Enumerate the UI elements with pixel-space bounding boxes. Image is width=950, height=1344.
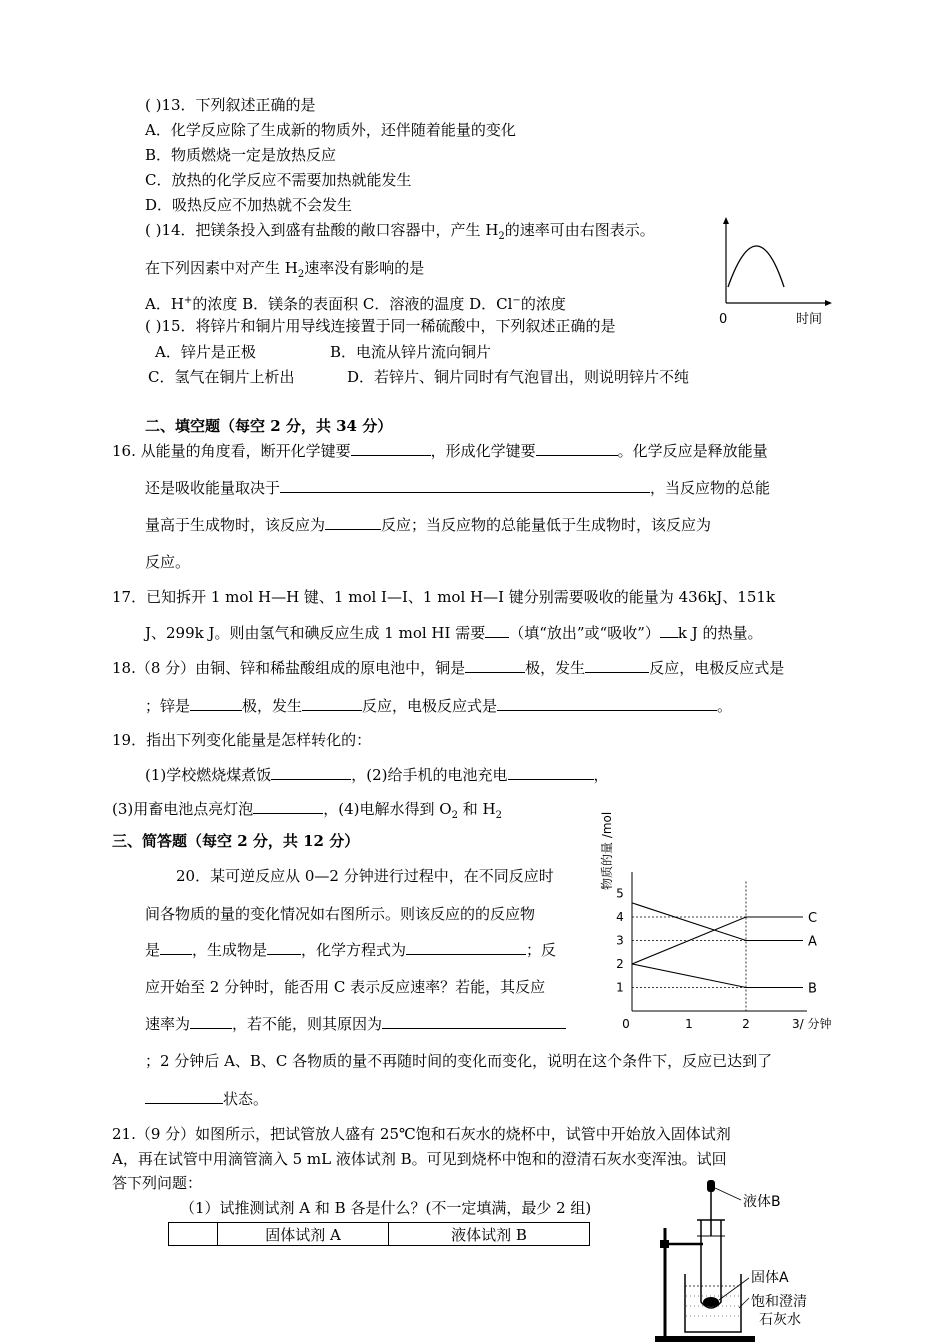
label-limewater-1: 饱和澄清 xyxy=(751,1294,807,1310)
label-solid-a: 固体A xyxy=(751,1270,789,1286)
q21-sub1: （1）试推测试剂 A 和 B 各是什么？(不一定填满，最少 2 组) xyxy=(180,1199,592,1217)
q16-blank-2[interactable] xyxy=(536,441,618,456)
q20-blank-5[interactable] xyxy=(382,1014,566,1029)
q14-stem: ( )14．把镁条投入到盛有盐酸的敞口容器中，产生 $H_2$的速率可由右图表示。 xyxy=(145,221,655,242)
q13-stem: ( )13．下列叙述正确的是 xyxy=(145,96,316,114)
q15-option-b: B．电流从锌片流向铜片 xyxy=(330,343,492,361)
chart-series-B xyxy=(632,964,803,988)
q19-line3: (3)用畜电池点亮灯泡 ，(4)电解水得到 $O_2$ 和 $H_2$ xyxy=(112,800,502,821)
dropper-bulb xyxy=(707,1180,715,1192)
chart-ylabel: 物质的量 /mol xyxy=(600,811,614,890)
q18-line1: 18.（8 分）由铜、锌和稀盐酸组成的原电池中，铜是 极，发生 反应，电极反应式是 xyxy=(112,659,785,677)
q18-blank-1[interactable] xyxy=(465,658,525,673)
q20-line1: 20．某可逆反应从 0—2 分钟进行过程中，在不同反应时 xyxy=(176,867,554,885)
q16-blank-1[interactable] xyxy=(351,441,431,456)
q20-blank-4[interactable] xyxy=(190,1014,232,1029)
q21-line2: A，再在试管中用滴管滴入 5 mL 液体试剂 B。可见到烧杯中饱和的澄清石灰水变浑浊。试回 xyxy=(112,1150,727,1168)
q17-blank-2[interactable] xyxy=(660,623,678,638)
q16-line4: 反应。 xyxy=(145,553,191,571)
chart-y-tick: 4 xyxy=(616,910,624,924)
chart-y-tick: 1 xyxy=(616,980,624,995)
chart-y-tick: 5 xyxy=(616,886,624,901)
q16-line2: 还是吸收能量取决于 ，当反应物的总能 xyxy=(145,479,771,497)
q15-option-c: C．氢气在铜片上析出 xyxy=(148,368,295,386)
solid-a xyxy=(703,1297,719,1307)
chart-xlabel: 3/ 分钟 xyxy=(792,1017,832,1031)
q14-rate-curve xyxy=(728,246,784,287)
q13-option-d: D．吸热反应不加热就不会发生 xyxy=(145,196,353,214)
q19-line2: (1)学校燃烧煤煮饭 ，(2)给手机的电池充电 ， xyxy=(145,766,609,784)
chart-x-tick: 1 xyxy=(685,1017,693,1031)
chart-series-A xyxy=(632,903,803,941)
q18-blank-3[interactable] xyxy=(190,696,242,711)
q18-blank-5[interactable] xyxy=(497,696,717,711)
chart-legend-A: A xyxy=(808,934,817,950)
q14-options: A．H+的浓度 B．镁条的表面积 C．溶液的温度 D．Cl−的浓度 xyxy=(145,295,566,313)
q20-line7: 状态。 xyxy=(145,1089,268,1109)
q16-line1: 16. 从能量的角度看，断开化学键要 ，形成化学键要 。化学反应是释放能量 xyxy=(112,442,768,460)
q14-graph-origin: 0 xyxy=(719,312,728,327)
chart-y-tick: 3 xyxy=(616,933,624,948)
table-header-solid-a: 固体试剂 A xyxy=(218,1223,389,1246)
q20-blank-6[interactable] xyxy=(145,1089,223,1104)
section2-heading: 二、填空题（每空 2 分，共 34 分） xyxy=(145,417,393,435)
stand-base xyxy=(655,1336,755,1342)
table-header-liquid-b: 液体试剂 B xyxy=(389,1223,590,1246)
q20-line5: 速率为 ，若不能，则其原因为 xyxy=(145,1014,566,1034)
section3-heading: 三、简答题（每空 2 分，共 12 分） xyxy=(112,832,360,850)
q19-blank-3[interactable] xyxy=(253,799,323,814)
table-row xyxy=(169,1223,590,1246)
q19-blank-2[interactable] xyxy=(508,765,594,780)
q16-blank-3[interactable] xyxy=(280,478,650,493)
q20-blank-2[interactable] xyxy=(267,940,301,955)
chart-x-tick: 0 xyxy=(622,1017,630,1031)
q16-blank-4[interactable] xyxy=(325,515,381,530)
q17-blank-1[interactable] xyxy=(485,623,509,638)
q21-line3: 答下列问题： xyxy=(112,1174,203,1192)
q20-line2: 间各物质的量的变化情况如右图所示。则该反应的的反应物 xyxy=(145,905,536,923)
q15-option-a: A．锌片是正极 xyxy=(155,343,256,361)
q21-line1: 21.（9 分）如图所示，把试管放人盛有 25℃饱和石灰水的烧杯中，试管中开始放入固体试剂 xyxy=(112,1125,731,1143)
table-cell-blank[interactable] xyxy=(169,1223,218,1246)
q18-blank-2[interactable] xyxy=(585,658,649,673)
q21-answer-table xyxy=(168,1222,590,1246)
q15-option-d: D．若锌片、铜片同时有气泡冒出，则说明锌片不纯 xyxy=(347,368,690,386)
chart-y-tick: 2 xyxy=(616,957,624,971)
q13-option-a: A．化学反应除了生成新的物质外，还伴随着能量的变化 xyxy=(145,121,516,139)
chart-legend-B: B xyxy=(808,981,817,997)
chart-legend-C: C xyxy=(808,911,818,926)
q19-blank-1[interactable] xyxy=(271,765,351,780)
q20-line3: 是 ，生成物是 ，化学方程式为 ；反 xyxy=(145,941,557,959)
q13-option-b: B．物质燃烧一定是放热反应 xyxy=(145,146,337,164)
q20-chart xyxy=(592,798,840,1038)
q20-blank-3[interactable] xyxy=(406,940,526,955)
label-liquid-b: 液体B xyxy=(743,1194,781,1210)
q20-line4: 应开始至 2 分钟时，能否用 C 表示反应速率？若能，其反应 xyxy=(145,978,546,996)
q14-graph-xlabel: 时间 xyxy=(796,312,823,327)
chart-x-tick: 2 xyxy=(742,1017,750,1031)
q14-line2: 在下列因素中对产生 $H_2$速率没有影响的是 xyxy=(145,259,425,280)
q18-blank-4[interactable] xyxy=(302,696,362,711)
q20-blank-1[interactable] xyxy=(160,940,192,955)
q19-line1: 19．指出下列变化能量是怎样转化的： xyxy=(112,731,372,749)
q14-rate-graph xyxy=(712,215,837,330)
q13-option-c: C．放热的化学反应不需要加热就能发生 xyxy=(145,171,412,189)
q17-line1: 17．已知拆开 1 mol H—H 键、1 mol I—I、1 mol H—I 键分别需要吸收的能量为 436kJ、151k xyxy=(112,588,776,606)
q15-stem: ( )15．将锌片和铜片用导线连接置于同一稀硫酸中，下列叙述正确的是 xyxy=(145,317,616,335)
q21-apparatus-figure xyxy=(655,1178,825,1344)
q20-line6: ；2 分钟后 A、B、C 各物质的量不再随时间的变化而变化，说明在这个条件下，反应已达到了 xyxy=(145,1052,773,1070)
q16-line3: 量高于生成物时，该反应为 反应；当反应物的总能量低于生成物时，该反应为 xyxy=(145,516,712,534)
q17-line2: J、299k J。则由氢气和碘反应生成 1 mol HI 需要 （填“放出”或“吸收”） k J 的热量。 xyxy=(145,624,763,642)
q18-line2: ；锌是 极，发生 反应，电极反应式是 。 xyxy=(145,697,733,715)
label-limewater-2: 石灰水 xyxy=(759,1312,801,1328)
